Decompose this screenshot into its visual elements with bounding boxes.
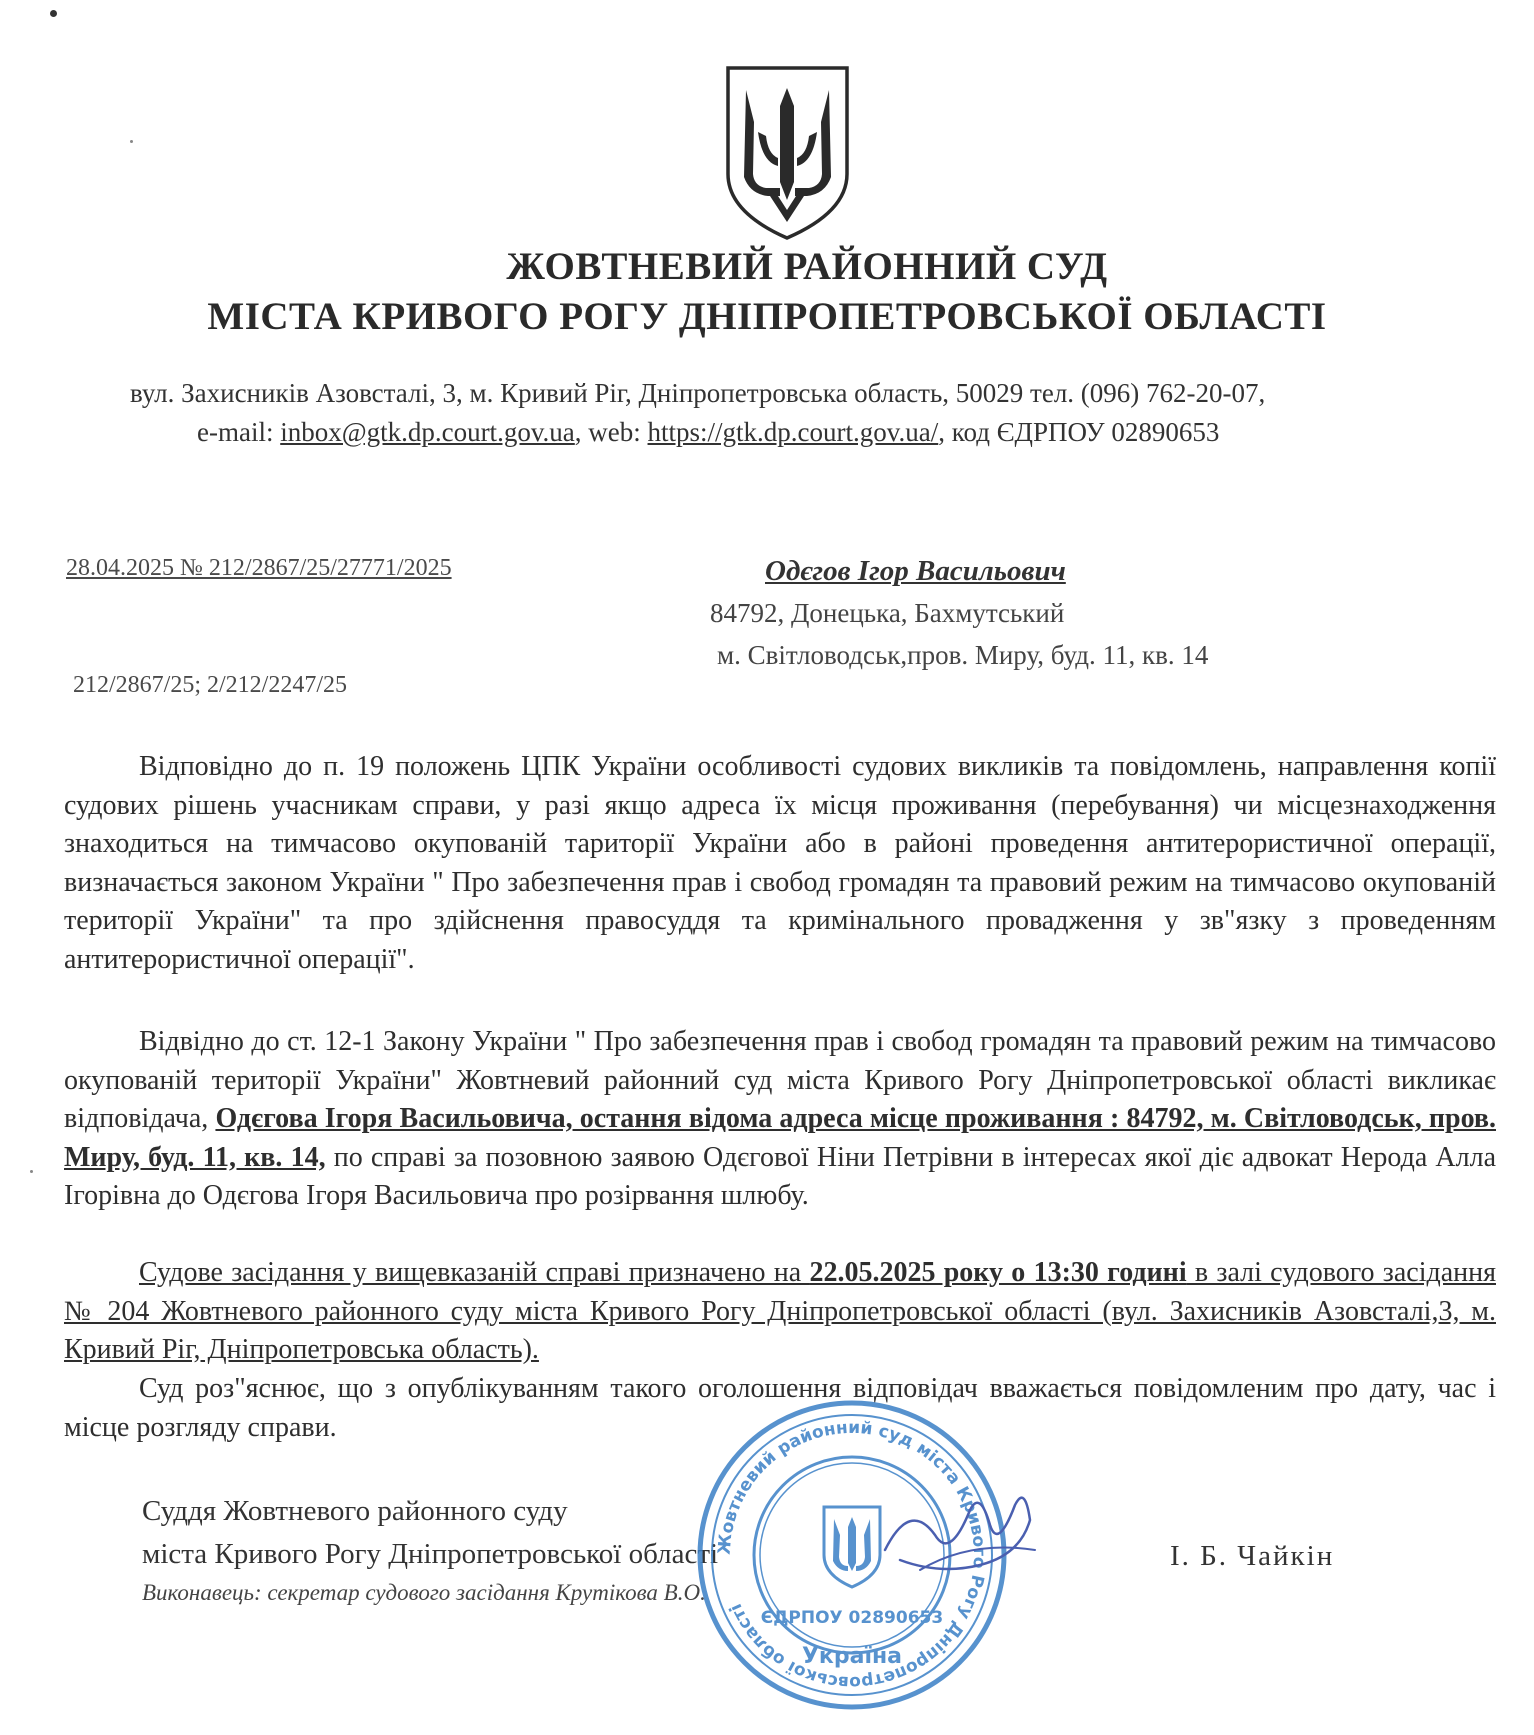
judge-title-line1: Суддя Жовтневого районного суду bbox=[142, 1495, 568, 1527]
paragraph-text: Відвідно до ст. 12-1 Закону України " Про забезпечення прав і свобод громадян та правовий режим на тимчасово окупованій території України" Жовтневий районний суд міста Кривого Рогу Дніпропетровської області викликає відповідача, bbox=[64, 1026, 1496, 1134]
paragraph-text: по справі за позовною заявою Одєгової Ніни Петрівни в інтересах якої діє адвокат Нерода Алла Ігорівна до Одєгова Ігоря Васильовича про розірвання шлюбу. bbox=[64, 1141, 1496, 1211]
case-numbers: 212/2867/25; 2/212/2247/25 bbox=[73, 672, 348, 698]
recipient-address-line2: м. Світловодськ,пров. Миру, буд. 11, кв. 14 bbox=[717, 640, 1209, 670]
edrpou-code: , код ЄДРПОУ 02890653 bbox=[938, 417, 1220, 447]
stamp-country: Україна bbox=[801, 1644, 903, 1669]
scan-dot bbox=[50, 10, 57, 17]
outgoing-reg-number: 28.04.2025 № 212/2867/25/27771/2025 bbox=[66, 555, 452, 581]
recipient-address-line1: 84792, Донецька, Бахмутський bbox=[710, 598, 1065, 628]
hearing-location: в залі судового засідання № 204 Жовтневого районного суду міста Кривого Рогу Дніпропетровської області (вул. Захисників Азовсталі,3, м. Кривий Ріг, Дніпропетровська область). bbox=[64, 1257, 1496, 1365]
court-name-line2: МІСТА КРИВОГО РОГУ ДНІПРОПЕТРОВСЬКОЇ ОБЛАСТІ bbox=[207, 295, 1327, 338]
hearing-datetime: 22.05.2025 року о 13:30 годині bbox=[809, 1257, 1187, 1288]
court-email-web-line bbox=[197, 417, 1219, 448]
judge-signature bbox=[880, 1480, 1040, 1590]
defendant-name-address: Одєгова Ігоря Васильовича, остання відома адреса місце проживання : 84792, м. Світловодськ, пров. Миру, буд. 11, кв. 14, bbox=[64, 1103, 1496, 1173]
court-name-line1: ЖОВТНЕВИЙ РАЙОННИЙ СУД bbox=[506, 245, 1108, 288]
scan-speck bbox=[130, 140, 133, 143]
trident-emblem-icon bbox=[720, 62, 855, 242]
paragraph-text: Суд роз"яснює, що з опублікуванням такого оголошення відповідач вважається повідомленим про дату, час і місце розгляду справи. bbox=[64, 1373, 1496, 1443]
web-link[interactable]: https://gtk.dp.court.gov.ua/ bbox=[647, 417, 939, 447]
stamp-trident-icon bbox=[824, 1507, 880, 1587]
judge-title-line2: міста Кривого Рогу Дніпропетровської області bbox=[142, 1538, 719, 1570]
paragraph-text: Судове засідання у вищевказаній справі призначено на bbox=[139, 1257, 810, 1288]
scan-speck bbox=[30, 1170, 33, 1173]
stamp-ring-text: Жовтневий районний суд міста Кривого Рогу Дніпропетровської області bbox=[714, 1417, 990, 1693]
recipient-name: Одєгов Ігор Васильович bbox=[765, 555, 1066, 587]
court-address-phone: вул. Захисників Азовсталі, 3, м. Кривий Ріг, Дніпропетровська область, 50029 тел. (096) 762-20-07, bbox=[130, 378, 1266, 408]
paragraph-hearing-date bbox=[64, 1254, 1496, 1370]
paragraph-text: Відповідно до п. 19 положень ЦПК України особливості судових викликів та повідомлень, направлення копії судових рішень учасникам справи, у разі якщо адреса їх місця проживання (перебування) чи місцезнаходження знаходиться на тимчасово окупованій тариторії України або в районі проведення антитерористичної операції, визначається законом України " Про забезпечення прав і свобод громадян та правовий режим на тимчасово окупованій території України" та про здійснення правосуддя та кримінального провадження у зв"язку з проведенням антитерористичної операції". bbox=[64, 751, 1496, 975]
email-link[interactable]: inbox@gtk.dp.court.gov.ua bbox=[280, 417, 575, 447]
judge-name: І. Б. Чайкін bbox=[1170, 1540, 1335, 1572]
paragraph-legal-basis bbox=[64, 748, 1496, 979]
executor-line: Виконавець: секретар судового засідання Крутікова В.О. bbox=[142, 1580, 706, 1605]
stamp-code: ЄДРПОУ 02890653 bbox=[760, 1608, 944, 1628]
paragraph-summons bbox=[64, 1023, 1496, 1216]
email-label: e-mail: bbox=[197, 417, 281, 447]
web-label: , web: bbox=[574, 417, 648, 447]
